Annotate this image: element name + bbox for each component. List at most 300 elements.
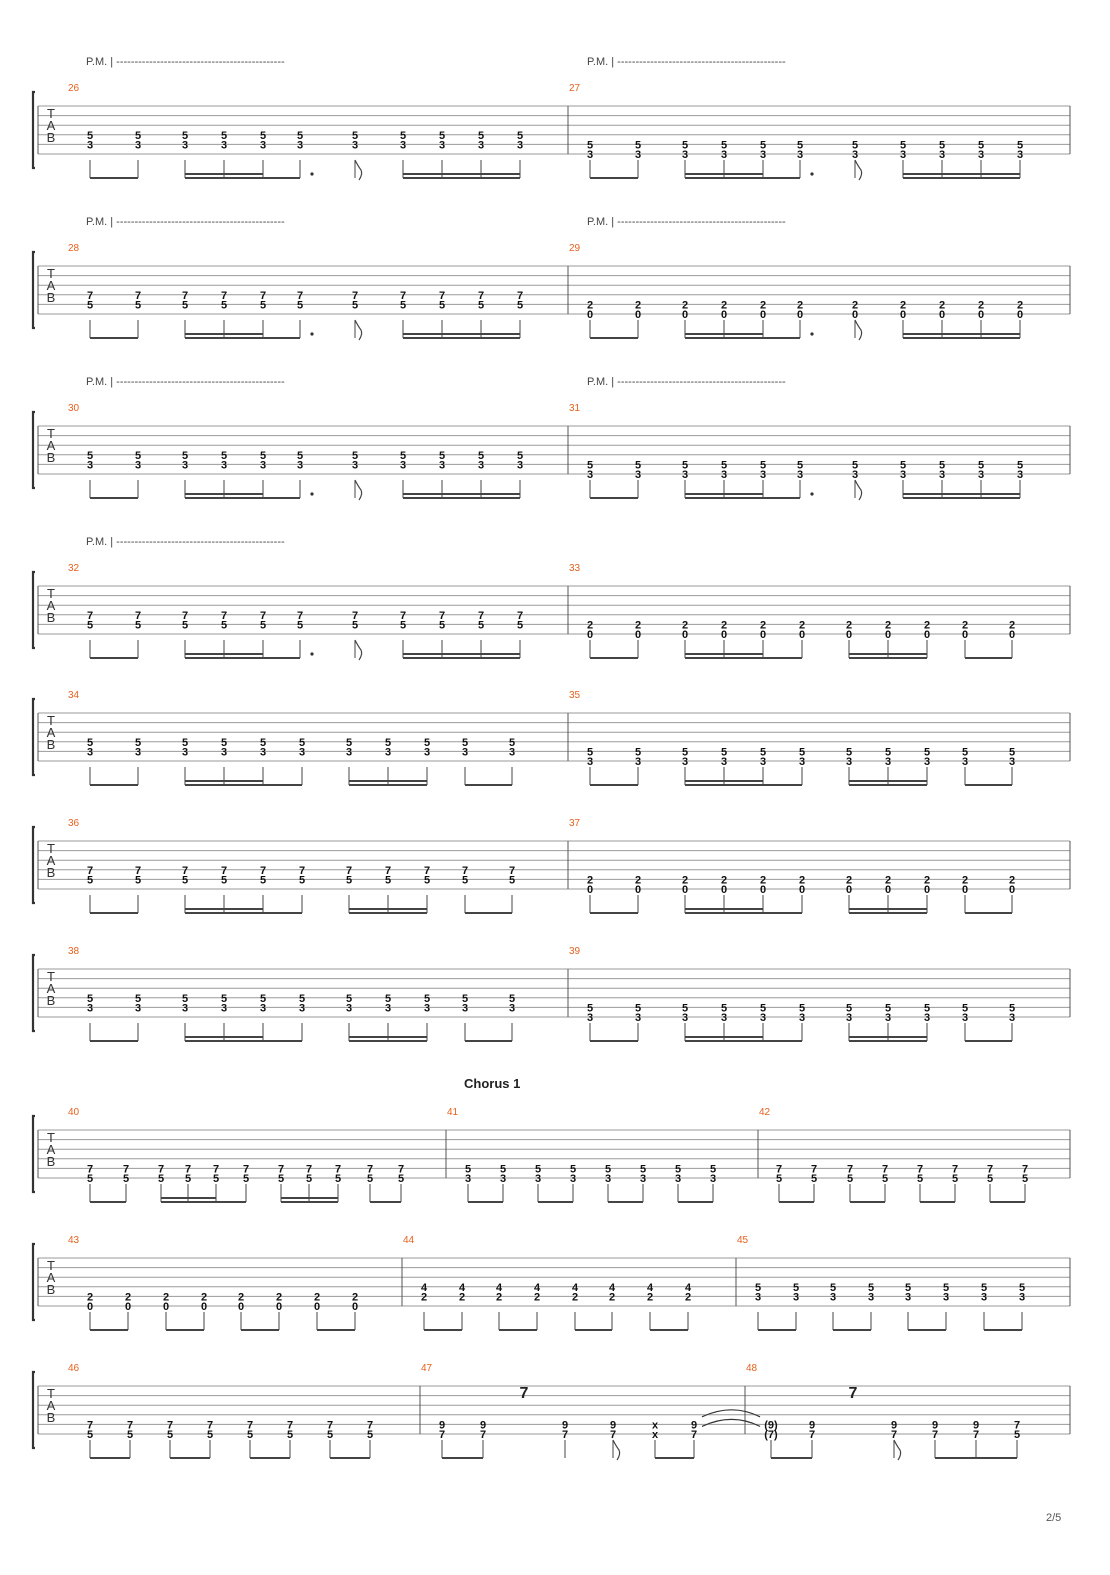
fret-number: 5 xyxy=(461,992,469,1005)
bar-number: 42 xyxy=(759,1107,771,1118)
rhythm-dot xyxy=(310,332,313,335)
bar-number: 48 xyxy=(746,1363,758,1374)
bar-number: 35 xyxy=(569,690,581,701)
bar-number: 44 xyxy=(403,1235,415,1246)
rhythm-dot xyxy=(310,172,313,175)
fret-number: 5 xyxy=(586,139,594,152)
fret-number: 3 xyxy=(961,756,969,768)
tab-clef-letter-t: T xyxy=(47,1386,55,1401)
fret-number: 7 xyxy=(326,1419,334,1432)
fret-number: 2 xyxy=(899,299,907,312)
bar-number: 37 xyxy=(569,818,581,829)
fret-number: 5 xyxy=(134,736,142,749)
tab-clef-letter-a: A xyxy=(46,981,56,996)
fret-number: 5 xyxy=(681,459,689,472)
fret-number: 5 xyxy=(345,874,353,887)
fret-number: 3 xyxy=(220,139,228,152)
fret-number: 3 xyxy=(796,149,804,161)
fret-number: 5 xyxy=(516,619,524,632)
fret-number: 3 xyxy=(720,469,728,481)
fret-number: 0 xyxy=(1008,884,1016,896)
fret-number: 3 xyxy=(508,746,516,759)
tab-system-3 xyxy=(33,412,1070,488)
fret-number: 3 xyxy=(851,469,859,481)
fret-number: 0 xyxy=(313,1301,321,1313)
section-label-chorus: Chorus 1 xyxy=(464,1076,521,1091)
fret-number: 5 xyxy=(259,992,267,1005)
fret-number: 7 xyxy=(461,864,469,877)
fret-number: 7 xyxy=(423,864,431,877)
fret-number: 2 xyxy=(845,874,853,887)
fret-number: 5 xyxy=(1018,1281,1026,1294)
fret-number: 0 xyxy=(899,309,907,321)
fret-number: 5 xyxy=(220,449,228,462)
fret-number: 3 xyxy=(134,746,142,759)
fret-number: 3 xyxy=(923,756,931,768)
fret-number: 7 xyxy=(220,864,228,877)
fret-number: 7 xyxy=(351,609,359,622)
fret-number: 5 xyxy=(923,1002,931,1015)
fret-number: 3 xyxy=(351,139,359,152)
fret-number: 2 xyxy=(634,874,642,887)
tab-clef-letter-t: T xyxy=(47,841,55,856)
fret-number: 5 xyxy=(461,874,469,887)
fret-number: 5 xyxy=(296,449,304,462)
fret-number: 9 xyxy=(808,1419,816,1432)
fret-number: 2 xyxy=(420,1291,428,1304)
fret-number: 7 xyxy=(508,864,516,877)
fret-number: 5 xyxy=(351,619,359,632)
fret-number: 0 xyxy=(759,309,767,321)
fret-number: 2 xyxy=(275,1291,283,1304)
fret-number: 5 xyxy=(296,129,304,142)
fret-number: 5 xyxy=(351,299,359,312)
fret-number: 7 xyxy=(399,609,407,622)
fret-number: 5 xyxy=(134,874,142,887)
fret-number: 4 xyxy=(420,1281,428,1294)
fret-number: 3 xyxy=(181,746,189,759)
fret-number: 5 xyxy=(798,746,806,759)
fret-number: 5 xyxy=(829,1281,837,1294)
rhythm-dot xyxy=(810,332,813,335)
bar-number: 31 xyxy=(569,403,581,414)
fret-number: 3 xyxy=(384,746,392,759)
fret-number: 3 xyxy=(798,1012,806,1024)
tab-clef-letter-a: A xyxy=(46,1398,56,1413)
fret-number: 3 xyxy=(569,1173,577,1185)
fret-number: 2 xyxy=(884,619,892,632)
tab-clef-letter-b: B xyxy=(46,130,56,145)
tab-system-6 xyxy=(33,827,1070,903)
fret-number: 2 xyxy=(681,874,689,887)
fret-number: 9 xyxy=(609,1419,617,1432)
fret-number: 5 xyxy=(508,992,516,1005)
system-bracket xyxy=(33,955,35,1031)
fret-number: 5 xyxy=(345,992,353,1005)
tab-clef-letter-a: A xyxy=(46,1142,56,1157)
fret-number: 2 xyxy=(759,874,767,887)
fret-number: 2 xyxy=(884,874,892,887)
fret-number: 7 xyxy=(890,1429,898,1441)
fret-number: 5 xyxy=(134,449,142,462)
tie-arc xyxy=(702,1419,760,1426)
fret-number: 5 xyxy=(884,1002,892,1015)
fret-number: 2 xyxy=(1008,874,1016,887)
fret-number: 3 xyxy=(181,139,189,152)
fret-number: 0 xyxy=(961,884,969,896)
bar-number: 40 xyxy=(68,1107,80,1118)
fret-number: 2 xyxy=(1016,299,1024,312)
fret-number: 2 xyxy=(720,619,728,632)
fret-number: 0 xyxy=(961,629,969,641)
fret-number: 5 xyxy=(720,746,728,759)
fret-number: 3 xyxy=(220,746,228,759)
fret-number: 2 xyxy=(798,619,806,632)
fret-number: 3 xyxy=(899,469,907,481)
fret-number: 5 xyxy=(86,874,94,887)
fret-number: 3 xyxy=(423,1002,431,1015)
tab-clef-letter-a: A xyxy=(46,598,56,613)
fret-number: 5 xyxy=(351,449,359,462)
fret-number: 5 xyxy=(867,1281,875,1294)
fret-number: 0 xyxy=(796,309,804,321)
fret-number: 7 xyxy=(134,289,142,302)
fret-number: 3 xyxy=(586,469,594,481)
fret-number: 5 xyxy=(977,139,985,152)
fret-number: 0 xyxy=(681,309,689,321)
system-bracket xyxy=(33,572,35,648)
fret-number: 2 xyxy=(681,299,689,312)
fret-number: 5 xyxy=(477,299,485,312)
fret-number: 2 xyxy=(586,619,594,632)
palm-mute-label: P.M. | ---------------------------------------------- xyxy=(86,376,285,388)
fret-number: 5 xyxy=(86,129,94,142)
fret-number: 3 xyxy=(754,1291,762,1304)
fret-number: 3 xyxy=(508,1002,516,1015)
eighth-rest: 7 xyxy=(519,1385,529,1402)
fret-number: 5 xyxy=(86,449,94,462)
fret-number: 5 xyxy=(810,1173,818,1185)
fret-number: 2 xyxy=(720,874,728,887)
fret-number: 7 xyxy=(305,1163,313,1176)
fret-number: 5 xyxy=(246,1429,254,1441)
fret-number: 5 xyxy=(399,619,407,632)
tie-arc xyxy=(702,1410,760,1417)
fret-number: 2 xyxy=(237,1291,245,1304)
fret-number: 7 xyxy=(86,1163,94,1176)
rhythm-dot xyxy=(310,652,313,655)
bar-number: 28 xyxy=(68,243,80,254)
fret-number: 7 xyxy=(242,1163,250,1176)
fret-number: 3 xyxy=(296,459,304,472)
fret-number: 2 xyxy=(86,1291,94,1304)
fret-number: 3 xyxy=(259,1002,267,1015)
system-bracket xyxy=(33,827,35,903)
fret-number: 3 xyxy=(586,1012,594,1024)
bar-number: 34 xyxy=(68,690,80,701)
fret-number: 5 xyxy=(399,449,407,462)
tab-clef-letter-b: B xyxy=(46,610,56,625)
fret-number: 3 xyxy=(1016,149,1024,161)
tab-clef-letter-t: T xyxy=(47,586,55,601)
tab-system-4 xyxy=(33,572,1070,648)
fret-number: 0 xyxy=(586,309,594,321)
fret-number: 5 xyxy=(534,1163,542,1176)
fret-number: 5 xyxy=(86,619,94,632)
system-bracket xyxy=(33,252,35,328)
fret-number: 7 xyxy=(881,1163,889,1176)
fret-number: 2 xyxy=(533,1291,541,1304)
fret-number: 0 xyxy=(237,1301,245,1313)
tab-clef-letter-b: B xyxy=(46,993,56,1008)
fret-number: 3 xyxy=(181,459,189,472)
fret-number: 3 xyxy=(1008,1012,1016,1024)
note-flag xyxy=(355,480,362,500)
fret-number: 9 xyxy=(438,1419,446,1432)
fret-number: 5 xyxy=(846,1173,854,1185)
fret-number: 7 xyxy=(609,1429,617,1441)
fret-number: 3 xyxy=(586,756,594,768)
fret-number: 7 xyxy=(561,1429,569,1441)
bar-number: 38 xyxy=(68,946,80,957)
fret-number: 3 xyxy=(867,1291,875,1304)
fret-number: 9 xyxy=(931,1419,939,1432)
fret-number: 5 xyxy=(851,139,859,152)
system-bracket xyxy=(33,1116,35,1192)
fret-number: 5 xyxy=(961,746,969,759)
bar-number: 47 xyxy=(421,1363,433,1374)
fret-number: 5 xyxy=(384,736,392,749)
fret-number: 7 xyxy=(438,1429,446,1441)
fret-number: 5 xyxy=(951,1173,959,1185)
tab-clef-letter-b: B xyxy=(46,450,56,465)
tab-clef-letter-t: T xyxy=(47,713,55,728)
fret-number: 7 xyxy=(126,1419,134,1432)
fret-number: 7 xyxy=(259,864,267,877)
fret-number: 3 xyxy=(423,746,431,759)
fret-number: 5 xyxy=(899,459,907,472)
fret-number: 0 xyxy=(200,1301,208,1313)
fret-number: 5 xyxy=(157,1173,165,1185)
tab-clef-letter-a: A xyxy=(46,438,56,453)
note-flag xyxy=(355,640,362,660)
fret-number: 7 xyxy=(334,1163,342,1176)
fret-number: 2 xyxy=(586,299,594,312)
fret-number: 5 xyxy=(296,299,304,312)
fret-number: 9 xyxy=(479,1419,487,1432)
fret-number: 5 xyxy=(220,874,228,887)
fret-number: 5 xyxy=(438,299,446,312)
tab-system-7 xyxy=(33,955,1070,1031)
fret-number: 7 xyxy=(916,1163,924,1176)
fret-number: 7 xyxy=(438,289,446,302)
fret-number: 3 xyxy=(604,1173,612,1185)
fret-number: 3 xyxy=(86,139,94,152)
fret-number: 2 xyxy=(938,299,946,312)
fret-number: 5 xyxy=(181,129,189,142)
fret-number: 7 xyxy=(366,1419,374,1432)
fret-number: 5 xyxy=(586,746,594,759)
fret-number: 3 xyxy=(681,469,689,481)
fret-number: 0 xyxy=(586,884,594,896)
fret-number: 0 xyxy=(351,1301,359,1313)
fret-number: 7 xyxy=(181,289,189,302)
fret-number: 3 xyxy=(1018,1291,1026,1304)
fret-number: 7 xyxy=(181,609,189,622)
fret-number: 3 xyxy=(296,139,304,152)
fret-number: 3 xyxy=(899,149,907,161)
eighth-rest: 7 xyxy=(848,1385,858,1402)
tab-clef-letter-b: B xyxy=(46,1154,56,1169)
note-flag xyxy=(855,480,862,500)
bar-number: 30 xyxy=(68,403,80,414)
fret-number: 5 xyxy=(681,139,689,152)
fret-number: 3 xyxy=(86,459,94,472)
fret-number: 2 xyxy=(162,1291,170,1304)
fret-number: 3 xyxy=(851,149,859,161)
tab-clef-letter-a: A xyxy=(46,853,56,868)
note-flag xyxy=(894,1440,901,1460)
fret-number: 5 xyxy=(916,1173,924,1185)
fret-number: 5 xyxy=(851,459,859,472)
fret-number: 0 xyxy=(851,309,859,321)
bar-number: 29 xyxy=(569,243,581,254)
fret-number: 3 xyxy=(1016,469,1024,481)
fret-number: 5 xyxy=(961,1002,969,1015)
fret-number: 5 xyxy=(938,459,946,472)
fret-number: 5 xyxy=(792,1281,800,1294)
fret-number: 5 xyxy=(508,736,516,749)
fret-number: 3 xyxy=(86,746,94,759)
fret-number: 2 xyxy=(720,299,728,312)
fret-number: 0 xyxy=(681,884,689,896)
fret-number: 5 xyxy=(399,299,407,312)
fret-number: 0 xyxy=(634,309,642,321)
fret-number: 5 xyxy=(298,992,306,1005)
fret-number: 7 xyxy=(86,1419,94,1432)
fret-number: 3 xyxy=(399,139,407,152)
fret-number: 5 xyxy=(1016,139,1024,152)
fret-number: 0 xyxy=(845,629,853,641)
fret-number: 2 xyxy=(759,299,767,312)
tab-clef-letter-t: T xyxy=(47,106,55,121)
fret-number: 3 xyxy=(798,756,806,768)
fret-number: 3 xyxy=(134,1002,142,1015)
fret-number: 9 xyxy=(972,1419,980,1432)
fret-number: 7 xyxy=(351,289,359,302)
fret-number: 5 xyxy=(1008,1002,1016,1015)
fret-number: 3 xyxy=(220,459,228,472)
fret-number: 5 xyxy=(351,129,359,142)
fret-number: 3 xyxy=(845,1012,853,1024)
fret-number: 7 xyxy=(399,289,407,302)
tab-system-10 xyxy=(33,1372,1070,1448)
fret-number: 0 xyxy=(586,629,594,641)
fret-number: 5 xyxy=(259,736,267,749)
fret-number: 4 xyxy=(571,1281,579,1294)
fret-number: 7 xyxy=(986,1163,994,1176)
fret-number: 5 xyxy=(516,299,524,312)
fret-number: 7 xyxy=(181,864,189,877)
fret-number: 5 xyxy=(384,874,392,887)
fret-number: 3 xyxy=(681,756,689,768)
fret-number: 3 xyxy=(516,459,524,472)
system-bracket xyxy=(33,1244,35,1320)
fret-number: 5 xyxy=(499,1163,507,1176)
fret-number: 2 xyxy=(646,1291,654,1304)
fret-number: 3 xyxy=(384,1002,392,1015)
bar-number: 39 xyxy=(569,946,581,957)
fret-number: 5 xyxy=(423,874,431,887)
fret-number: 3 xyxy=(461,746,469,759)
fret-number: 0 xyxy=(759,629,767,641)
bar-number: 33 xyxy=(569,563,581,574)
fret-number: 0 xyxy=(798,884,806,896)
fret-number: 5 xyxy=(674,1163,682,1176)
fret-number: 2 xyxy=(923,619,931,632)
fret-number: 5 xyxy=(259,299,267,312)
fret-number: 7 xyxy=(366,1163,374,1176)
fret-number: 3 xyxy=(477,139,485,152)
fret-number: 7 xyxy=(259,609,267,622)
fret-number: 5 xyxy=(980,1281,988,1294)
fret-number: 5 xyxy=(477,129,485,142)
fret-number: 2 xyxy=(1008,619,1016,632)
fret-number: 7 xyxy=(259,289,267,302)
fret-number: 2 xyxy=(634,619,642,632)
fret-number: 3 xyxy=(639,1173,647,1185)
fret-number: 2 xyxy=(684,1291,692,1304)
fret-number: 3 xyxy=(938,469,946,481)
fret-number: 5 xyxy=(220,619,228,632)
fret-number: 5 xyxy=(86,992,94,1005)
tab-clef-letter-a: A xyxy=(46,1270,56,1285)
fret-number: 4 xyxy=(646,1281,654,1294)
note-flag xyxy=(855,160,862,180)
fret-number: 5 xyxy=(681,1002,689,1015)
fret-number: 3 xyxy=(634,1012,642,1024)
fret-number: 3 xyxy=(904,1291,912,1304)
fret-number: 3 xyxy=(181,1002,189,1015)
fret-number: 7 xyxy=(86,609,94,622)
fret-number: 0 xyxy=(759,884,767,896)
fret-number: 2 xyxy=(571,1291,579,1304)
fret-number: 3 xyxy=(461,1002,469,1015)
fret-number: 5 xyxy=(326,1429,334,1441)
fret-number: 5 xyxy=(166,1429,174,1441)
fret-number: 7 xyxy=(122,1163,130,1176)
rhythm-dot xyxy=(810,172,813,175)
fret-number: 3 xyxy=(759,756,767,768)
fret-number: 0 xyxy=(845,884,853,896)
fret-number: 5 xyxy=(796,459,804,472)
fret-number: 5 xyxy=(516,129,524,142)
fret-number: 5 xyxy=(634,139,642,152)
fret-number: 7 xyxy=(438,609,446,622)
fret-number: 3 xyxy=(464,1173,472,1185)
fret-number: 5 xyxy=(259,619,267,632)
fret-number: 9 xyxy=(890,1419,898,1432)
tab-clef-letter-b: B xyxy=(46,737,56,752)
fret-number: 0 xyxy=(162,1301,170,1313)
fret-number: 3 xyxy=(259,459,267,472)
fret-number: 3 xyxy=(709,1173,717,1185)
note-flag xyxy=(855,320,862,340)
tab-clef-letter-a: A xyxy=(46,118,56,133)
fret-number: 5 xyxy=(881,1173,889,1185)
fret-number: 7 xyxy=(86,864,94,877)
fret-number: 3 xyxy=(634,149,642,161)
